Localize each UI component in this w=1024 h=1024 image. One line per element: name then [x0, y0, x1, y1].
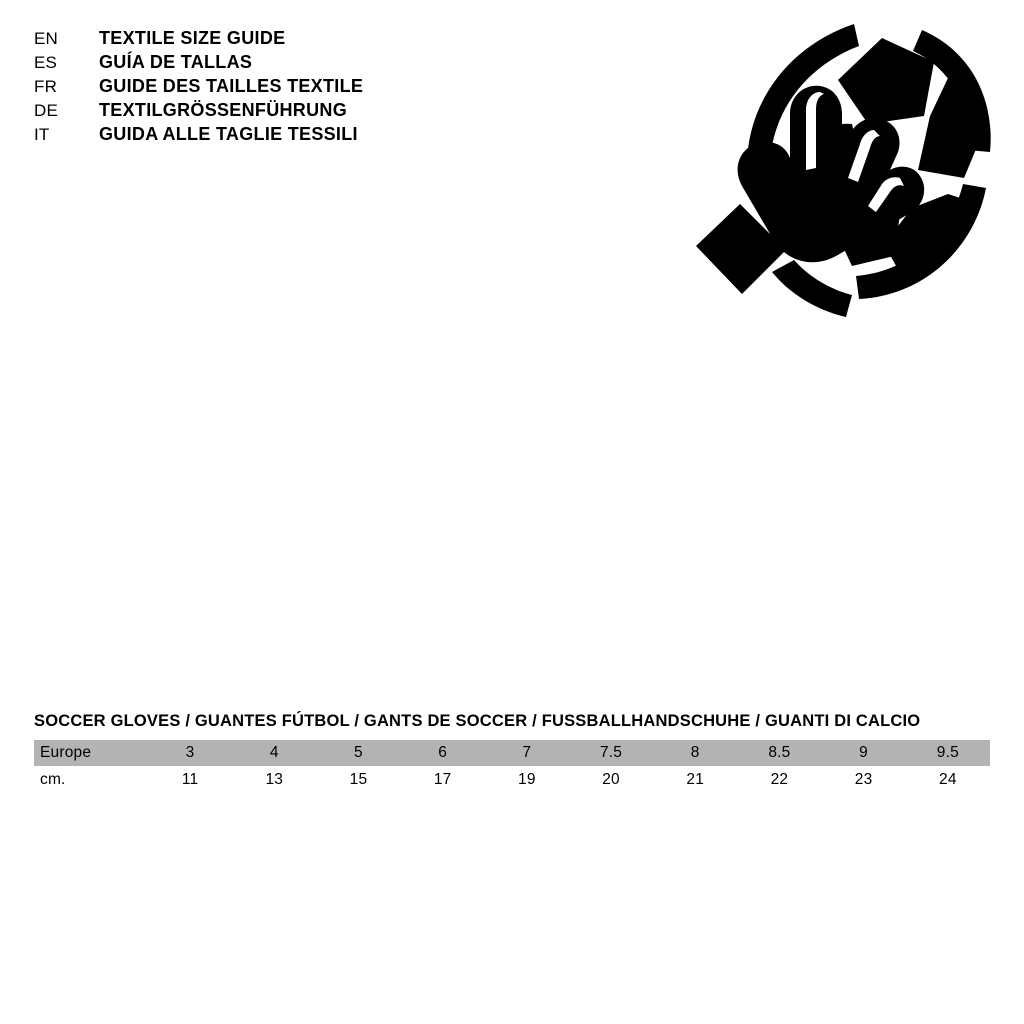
cell-europe-7: 8: [690, 744, 700, 761]
cell-europe-5: 7: [522, 744, 532, 761]
language-row-fr: [34, 74, 363, 98]
size-table-section: [34, 712, 990, 794]
cell-europe-10: 9.5: [936, 744, 959, 761]
language-text-de: TEXTILGRÖSSENFÜHRUNG: [99, 100, 348, 120]
cell-cm-9: 23: [854, 771, 873, 788]
language-row-it: [34, 122, 363, 146]
language-code-es: ES: [34, 53, 58, 72]
cell-europe-6: 7.5: [599, 744, 623, 761]
cell-cm-4: 17: [433, 771, 452, 788]
cell-europe-3: 5: [354, 744, 363, 761]
cell-cm-8: 22: [770, 771, 789, 788]
size-table-caption: SOCCER GLOVES / GUANTES FÚTBOL / GANTS DE SOCCER / FUSSBALLHANDSCHUHE / GUANTI DI CALCIO: [34, 712, 921, 730]
row-label-europe: Europe: [40, 744, 92, 761]
language-text-es: GUÍA DE TALLAS: [99, 52, 253, 72]
language-text-fr: GUIDE DES TAILLES TEXTILE: [99, 76, 364, 96]
table-row-cm: [34, 766, 990, 794]
cell-cm-7: 21: [686, 771, 705, 788]
table-row-europe: [34, 740, 990, 766]
cell-cm-5: 19: [518, 771, 536, 788]
soccer-gloves-size-table: [34, 740, 990, 794]
cell-cm-3: 15: [349, 771, 368, 788]
language-row-de: [34, 98, 363, 122]
language-row-es: [34, 50, 363, 74]
language-row-en: [34, 26, 363, 50]
cell-europe-2: 4: [269, 744, 279, 761]
cell-cm-1: 11: [181, 771, 199, 788]
language-code-en: EN: [34, 29, 59, 48]
cell-europe-1: 3: [185, 744, 195, 761]
language-code-de: DE: [34, 101, 59, 120]
language-code-fr: FR: [34, 77, 58, 96]
cell-cm-2: 13: [265, 771, 284, 788]
soccer-glove-and-ball-icon: [686, 18, 996, 323]
row-label-cm: cm.: [40, 771, 66, 788]
cell-europe-4: 6: [438, 744, 448, 761]
cell-cm-10: 24: [939, 771, 957, 788]
cell-europe-9: 9: [859, 744, 868, 761]
language-text-en: TEXTILE SIZE GUIDE: [99, 28, 286, 48]
language-text-it: GUIDA ALLE TAGLIE TESSILI: [99, 124, 358, 144]
cell-cm-6: 20: [602, 771, 620, 788]
language-title-block: [34, 26, 363, 146]
language-code-it: IT: [34, 125, 50, 144]
cell-europe-8: 8.5: [768, 744, 791, 761]
